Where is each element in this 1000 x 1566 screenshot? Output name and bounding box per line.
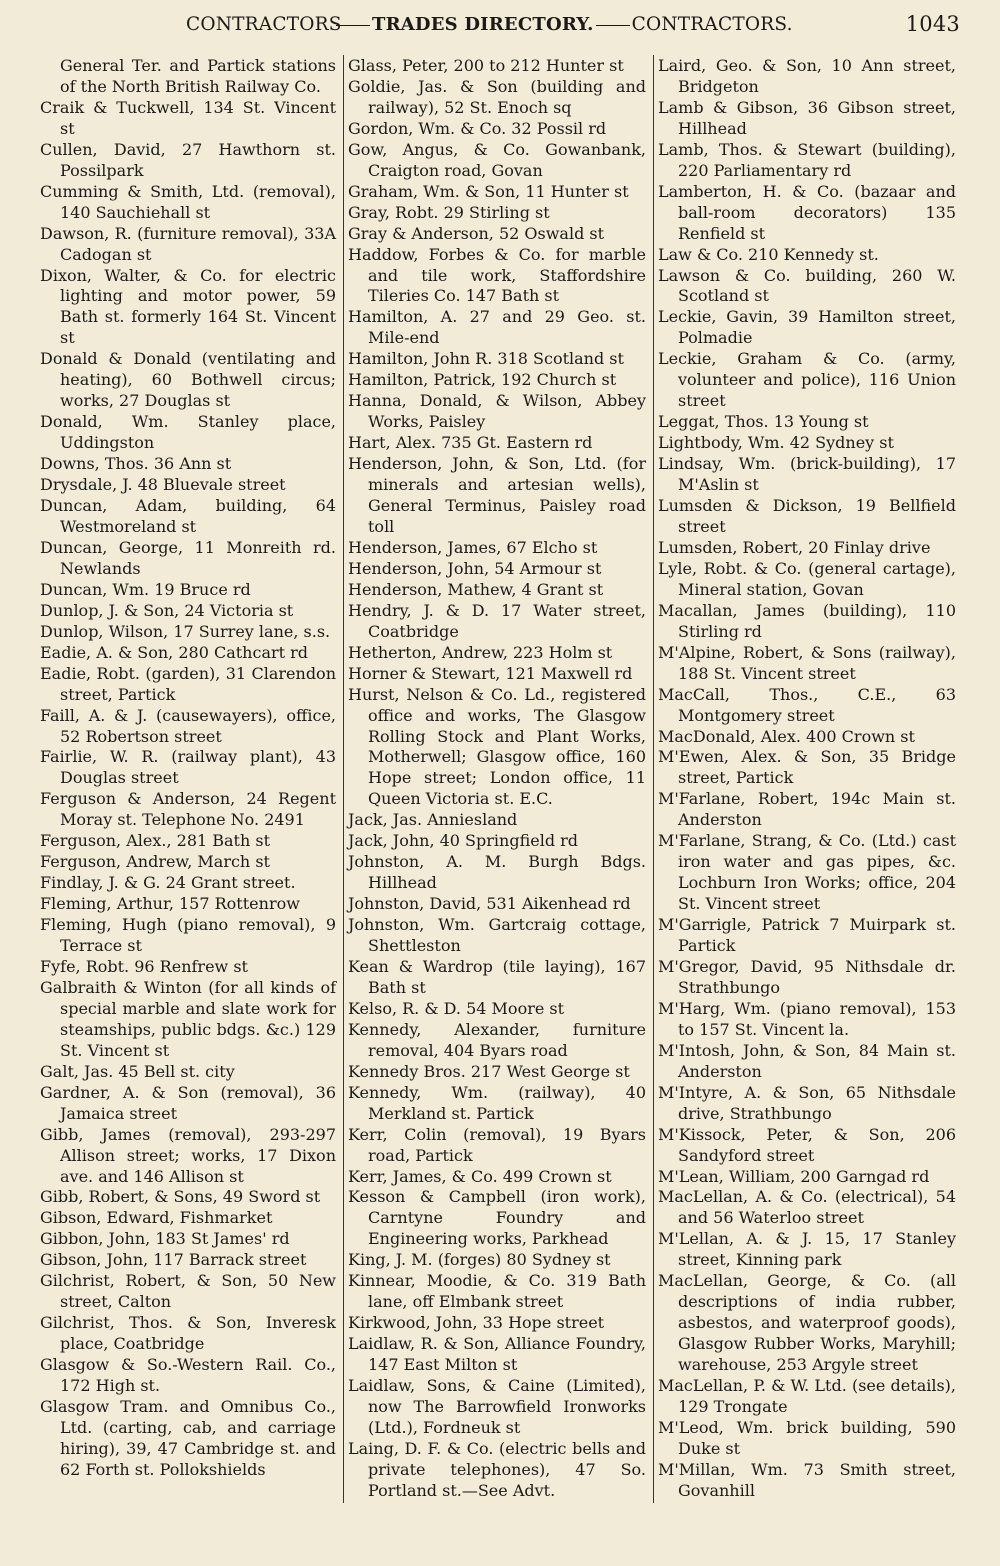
directory-entry: Hamilton, John R. 318 Scotland st bbox=[348, 349, 624, 369]
directory-entry: Gilchrist, Thos. & Son, Inveresk place, Coatbridge bbox=[40, 1313, 336, 1354]
directory-entry: Fleming, Arthur, 157 Rottenrow bbox=[40, 894, 300, 914]
directory-entry: Gibson, John, 117 Barrack street bbox=[40, 1250, 307, 1270]
directory-entry: Lyle, Robt. & Co. (general cartage), Mineral station, Govan bbox=[658, 558, 956, 599]
directory-entry: Laing, D. F. & Co. (electric bells and private telephones), 47 So. Portland st.—See Advt. bbox=[348, 1438, 646, 1500]
directory-entry: Hamilton, Patrick, 192 Church st bbox=[348, 370, 617, 390]
directory-entry: Gray, Robt. 29 Stirling st bbox=[348, 202, 550, 222]
directory-entry: Graham, Wm. & Son, 11 Hunter st bbox=[348, 181, 629, 201]
directory-entry: Gray & Anderson, 52 Oswald st bbox=[348, 223, 605, 243]
directory-entry: Jack, Jas. Anniesland bbox=[348, 810, 518, 830]
directory-entry: Henderson, James, 67 Elcho st bbox=[348, 537, 598, 557]
directory-entry: Leggat, Thos. 13 Young st bbox=[658, 412, 869, 432]
directory-entry: Henderson, Mathew, 4 Grant st bbox=[348, 579, 604, 599]
directory-entry: Ferguson, Andrew, March st bbox=[40, 852, 270, 872]
directory-entry: King, J. M. (forges) 80 Sydney st bbox=[348, 1250, 611, 1270]
directory-entry: Kennedy Bros. 217 West George st bbox=[348, 1061, 630, 1081]
directory-entry: Ferguson, Alex., 281 Bath st bbox=[40, 831, 271, 851]
header-dash-left bbox=[336, 25, 370, 26]
directory-entry: Kerr, James, & Co. 499 Crown st bbox=[348, 1166, 612, 1186]
directory-entry: Glasgow Tram. and Omnibus Co., Ltd. (carting, cab, and carriage hiring), 39, 47 Cambridge st. and 62 Forth st. Pollokshields bbox=[40, 1397, 336, 1479]
directory-entry: Hamilton, A. 27 and 29 Geo. st. Mile-end bbox=[348, 307, 646, 348]
directory-entry: M'Lean, William, 200 Garngad rd bbox=[658, 1166, 930, 1186]
directory-entry: M'Gregor, David, 95 Nithsdale dr. Strathbungo bbox=[658, 956, 956, 997]
directory-entry: Galt, Jas. 45 Bell st. city bbox=[40, 1061, 235, 1081]
directory-entry: Law & Co. 210 Kennedy st. bbox=[658, 244, 879, 264]
directory-entry: Lamb & Gibson, 36 Gibson street, Hillhead bbox=[658, 97, 956, 138]
directory-entry: Downs, Thos. 36 Ann st bbox=[40, 454, 232, 474]
header-center-wrap bbox=[334, 14, 793, 35]
directory-entry: Fyfe, Robt. 96 Renfrew st bbox=[40, 956, 248, 976]
directory-entry: Lamb, Thos. & Stewart (building), 220 Parliamentary rd bbox=[658, 139, 956, 180]
directory-entry: Duncan, Adam, building, 64 Westmoreland st bbox=[40, 496, 336, 536]
directory-entry: Hanna, Donald, & Wilson, Abbey Works, Paisley bbox=[348, 391, 646, 432]
directory-entry: Fairlie, W. R. (railway plant), 43 Douglas street bbox=[40, 747, 336, 788]
directory-entry: Gow, Angus, & Co. Gowanbank, Craigton road, Govan bbox=[348, 139, 646, 180]
directory-entry: Hart, Alex. 735 Gt. Eastern rd bbox=[348, 433, 593, 453]
directory-entry: Gibb, Robert, & Sons, 49 Sword st bbox=[40, 1187, 321, 1207]
directory-entry: MacLellan, A. & Co. (electrical), 54 and 56 Waterloo street bbox=[658, 1187, 956, 1228]
directory-entry: Eadie, Robt. (garden), 31 Clarendon street, Partick bbox=[40, 663, 336, 704]
directory-entry: Kennedy, Alexander, furniture removal, 404 Byars road bbox=[348, 1019, 646, 1060]
directory-entry: Kean & Wardrop (tile laying), 167 Bath st bbox=[348, 956, 646, 997]
directory-entry: M'Intyre, A. & Son, 65 Nithsdale drive, Strathbungo bbox=[658, 1082, 956, 1123]
directory-entry: M'Farlane, Robert, 194c Main st. Anderston bbox=[658, 789, 956, 830]
directory-entry: Kelso, R. & D. 54 Moore st bbox=[348, 998, 565, 1018]
directory-entry: Lumsden, Robert, 20 Finlay drive bbox=[658, 537, 931, 557]
directory-entry: Goldie, Jas. & Son (building and railway), 52 St. Enoch sq bbox=[348, 76, 646, 117]
directory-entry: Donald & Donald (ventilating and heating), 60 Bothwell circus; works, 27 Douglas st bbox=[40, 349, 336, 411]
directory-entry: Lindsay, Wm. (brick-building), 17 M'Aslin st bbox=[658, 454, 956, 495]
directory-entry: Gardner, A. & Son (removal), 36 Jamaica street bbox=[40, 1082, 336, 1123]
directory-entry: Lumsden & Dickson, 19 Bellfield street bbox=[658, 496, 956, 536]
directory-column-1 bbox=[40, 56, 336, 1481]
directory-entry: Drysdale, J. 48 Bluevale street bbox=[40, 475, 286, 495]
directory-entry: Donald, Wm. Stanley place, Uddingston bbox=[40, 412, 336, 453]
directory-entry: Ferguson & Anderson, 24 Regent Moray st. Telephone No. 2491 bbox=[40, 789, 336, 830]
directory-entry: M'Intosh, John, & Son, 84 Main st. Anderston bbox=[658, 1040, 956, 1081]
directory-entry: Dunlop, J. & Son, 24 Victoria st bbox=[40, 600, 294, 620]
directory-entry: Gibbon, John, 183 St James' rd bbox=[40, 1229, 290, 1249]
header-center: TRADES DIRECTORY. bbox=[372, 14, 594, 35]
page-number: 1043 bbox=[905, 12, 960, 36]
directory-entry: Laidlaw, R. & Son, Alliance Foundry, 147 East Milton st bbox=[348, 1334, 646, 1375]
directory-entry: Dunlop, Wilson, 17 Surrey lane, s.s. bbox=[40, 621, 331, 641]
directory-entry: Johnston, Wm. Gartcraig cottage, Shettleston bbox=[348, 915, 646, 956]
directory-entry: Gilchrist, Robert, & Son, 50 New street, Calton bbox=[40, 1271, 336, 1312]
directory-entry: Jack, John, 40 Springfield rd bbox=[348, 831, 579, 851]
directory-entry: Glasgow & So.-Western Rail. Co., 172 High st. bbox=[40, 1355, 336, 1396]
directory-entry: Craik & Tuckwell, 134 St. Vincent st bbox=[40, 97, 336, 138]
directory-entry: Kinnear, Moodie, & Co. 319 Bath lane, off Elmbank street bbox=[348, 1271, 646, 1312]
directory-entry: Hendry, J. & D. 17 Water street, Coatbridge bbox=[348, 600, 646, 641]
directory-entry: Findlay, J. & G. 24 Grant street. bbox=[40, 873, 296, 893]
directory-entry: M'Farlane, Strang, & Co. (Ltd.) cast iron water and gas pipes, &c. Lochburn Iron Works; office, 204 St. Vincent street bbox=[658, 831, 956, 914]
directory-entry: Henderson, John, 54 Armour st bbox=[348, 558, 602, 578]
directory-entry: Leckie, Gavin, 39 Hamilton street, Polmadie bbox=[658, 307, 956, 348]
directory-entry: Hurst, Nelson & Co. Ld., registered office and works, The Glasgow Rolling Stock and Plant Works, Motherwell; Glasgow office, 160 Hope street; London office, 11 Queen Victoria st. E.C. bbox=[348, 684, 646, 809]
directory-entry: Lawson & Co. building, 260 W. Scotland st bbox=[658, 265, 956, 306]
directory-entry: MacDonald, Alex. 400 Crown st bbox=[658, 726, 915, 746]
directory-entry: Johnston, A. M. Burgh Bdgs. Hillhead bbox=[348, 852, 646, 893]
directory-entry: Cullen, David, 27 Hawthorn st. Possilpark bbox=[40, 139, 336, 180]
directory-entry: Cumming & Smith, Ltd. (removal), 140 Sauchiehall st bbox=[40, 181, 336, 222]
directory-entry: Faill, A. & J. (causewayers), office, 52 Robertson street bbox=[40, 705, 336, 746]
directory-entry: MacLellan, P. & W. Ltd. (see details), 129 Trongate bbox=[658, 1376, 956, 1416]
header-right: CONTRACTORS. bbox=[631, 14, 793, 35]
directory-entry: Johnston, David, 531 Aikenhead rd bbox=[348, 894, 631, 914]
column-divider-1 bbox=[343, 55, 344, 1503]
directory-entry: Kerr, Colin (removal), 19 Byars road, Partick bbox=[348, 1124, 646, 1165]
directory-entry: Gibb, James (removal), 293-297 Allison street; works, 17 Dixon ave. and 146 Allison st bbox=[40, 1124, 336, 1186]
directory-entry: Laidlaw, Sons, & Caine (Limited), now The Barrowfield Ironworks (Ltd.), Fordneuk st bbox=[348, 1376, 646, 1437]
directory-entry: M'Ewen, Alex. & Son, 35 Bridge street, Partick bbox=[658, 747, 956, 788]
directory-entry: Lightbody, Wm. 42 Sydney st bbox=[658, 433, 894, 453]
directory-entry: Kesson & Campbell (iron work), Carntyne Foundry and Engineering works, Parkhead bbox=[348, 1187, 646, 1249]
directory-entry: Haddow, Forbes & Co. for marble and tile work, Staffordshire Tileries Co. 147 Bath st bbox=[348, 244, 646, 306]
directory-entry: M'Harg, Wm. (piano removal), 153 to 157 St. Vincent la. bbox=[658, 998, 956, 1039]
directory-entry: Leckie, Graham & Co. (army, volunteer and police), 116 Union street bbox=[658, 349, 956, 411]
column-divider-2 bbox=[653, 55, 654, 1503]
directory-entry: Henderson, John, & Son, Ltd. (for minerals and artesian wells), General Terminus, Paisley road toll bbox=[348, 454, 646, 536]
directory-entry: M'Lellan, A. & J. 15, 17 Stanley street, Kinning park bbox=[658, 1229, 956, 1270]
directory-entry: Horner & Stewart, 121 Maxwell rd bbox=[348, 663, 633, 683]
directory-entry: Galbraith & Winton (for all kinds of special marble and slate work for steamships, public bdgs. &c.) 129 St. Vincent st bbox=[40, 977, 336, 1060]
directory-entry: Kirkwood, John, 33 Hope street bbox=[348, 1313, 605, 1333]
directory-entry: Kennedy, Wm. (railway), 40 Merkland st. Partick bbox=[348, 1082, 646, 1123]
directory-entry: M'Alpine, Robert, & Sons (railway), 188 St. Vincent street bbox=[658, 642, 956, 683]
directory-entry: Fleming, Hugh (piano removal), 9 Terrace st bbox=[40, 915, 336, 956]
directory-entry: M'Leod, Wm. brick building, 590 Duke st bbox=[658, 1417, 956, 1458]
directory-entry: Duncan, Wm. 19 Bruce rd bbox=[40, 579, 251, 599]
directory-entry: Gordon, Wm. & Co. 32 Possil rd bbox=[348, 118, 607, 138]
directory-entry: Gibson, Edward, Fishmarket bbox=[40, 1208, 273, 1228]
directory-entry: Macallan, James (building), 110 Stirling rd bbox=[658, 600, 956, 641]
directory-entry: Eadie, A. & Son, 280 Cathcart rd bbox=[40, 642, 309, 662]
header-dash-right bbox=[596, 25, 630, 26]
directory-entry: M'Millan, Wm. 73 Smith street, Govanhill bbox=[658, 1459, 956, 1500]
directory-entry: Lamberton, H. & Co. (bazaar and ball-room decorators) 135 Renfield st bbox=[658, 181, 956, 243]
directory-entry: M'Kissock, Peter, & Son, 206 Sandyford street bbox=[658, 1124, 956, 1165]
directory-entry: M'Garrigle, Patrick 7 Muirpark st. Partick bbox=[658, 915, 956, 956]
directory-entry: MacCall, Thos., C.E., 63 Montgomery street bbox=[658, 684, 956, 725]
directory-column-2 bbox=[348, 56, 646, 1502]
page-header bbox=[0, 0, 1000, 44]
directory-entry: General Ter. and Partick stations of the North British Railway Co. bbox=[60, 56, 336, 96]
header-left: CONTRACTORS bbox=[186, 14, 342, 35]
directory-entry: MacLellan, George, & Co. (all descriptions of india rubber, asbestos, and waterproof goods), Glasgow Rubber Works, Maryhill; warehouse, 253 Argyle street bbox=[658, 1271, 956, 1375]
directory-entry: Laird, Geo. & Son, 10 Ann street, Bridgeton bbox=[658, 56, 956, 96]
directory-column-3 bbox=[658, 56, 956, 1502]
directory-entry: Dawson, R. (furniture removal), 33A Cadogan st bbox=[40, 223, 336, 264]
directory-entry: Duncan, George, 11 Monreith rd. Newlands bbox=[40, 537, 336, 578]
directory-entry: Dixon, Walter, & Co. for electric lighting and motor power, 59 Bath st. formerly 164 St. Vincent st bbox=[40, 265, 336, 348]
directory-entry: Glass, Peter, 200 to 212 Hunter st bbox=[348, 56, 624, 75]
directory-entry: Hetherton, Andrew, 223 Holm st bbox=[348, 642, 613, 662]
